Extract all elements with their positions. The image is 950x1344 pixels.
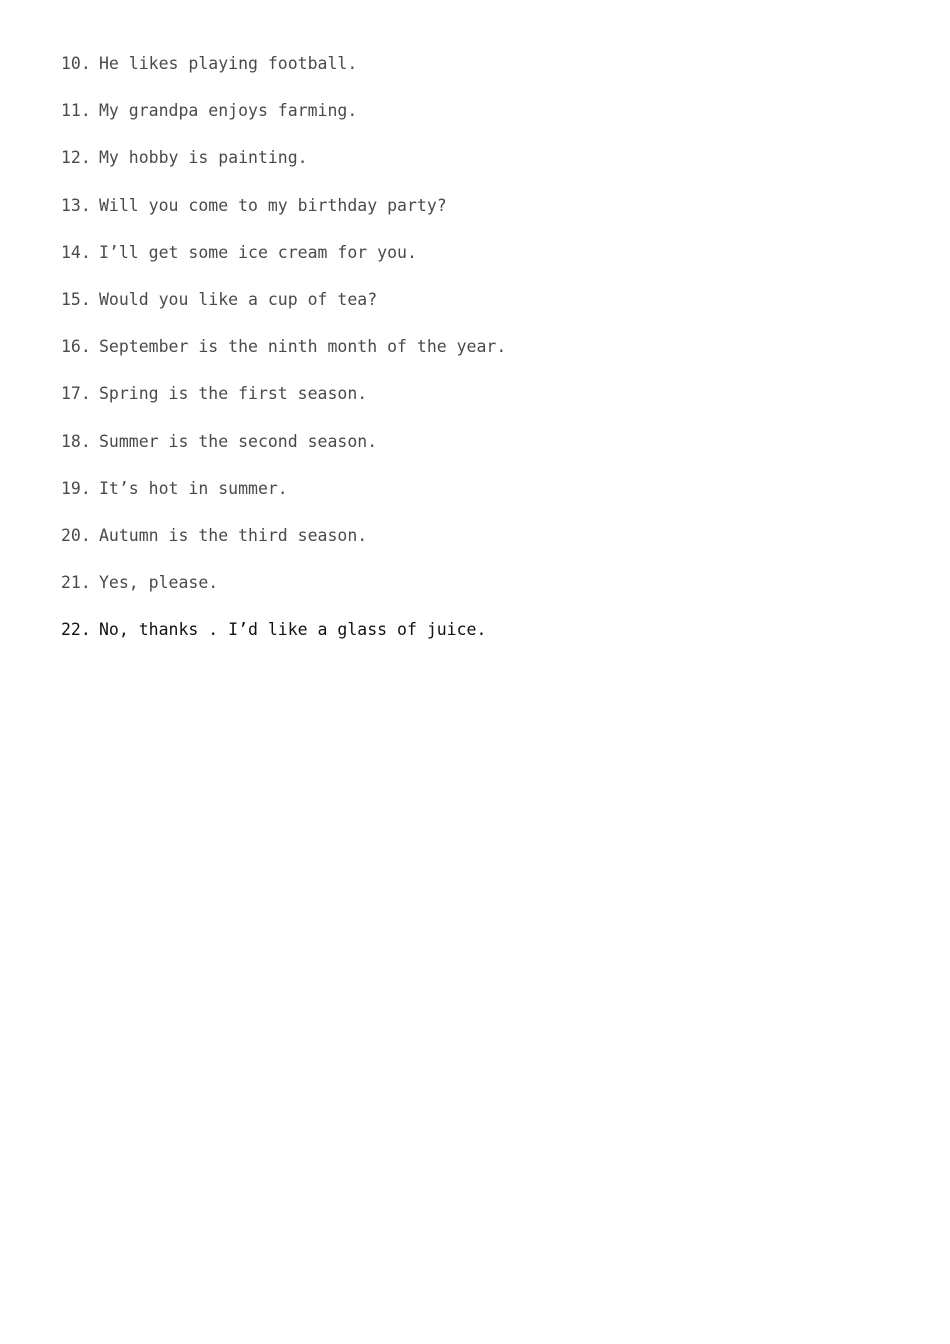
item-number: 17. <box>61 384 91 404</box>
list-item <box>61 430 506 477</box>
list-item <box>61 52 506 99</box>
list-item <box>61 99 506 146</box>
list-item <box>61 241 506 288</box>
list-item <box>61 146 506 193</box>
item-number: 15. <box>61 289 91 309</box>
item-text: September is the ninth month of the year. <box>99 337 507 357</box>
list-item <box>61 524 506 571</box>
item-number: 20. <box>61 525 91 545</box>
item-number: 18. <box>61 431 91 451</box>
item-text: He likes playing football. <box>99 54 358 73</box>
item-number: 21. <box>61 573 91 593</box>
item-number: 16. <box>61 337 91 357</box>
item-number: 13. <box>61 195 91 215</box>
item-text: Would you like a cup of tea? <box>99 289 378 309</box>
item-text: I’ll get some ice cream for you. <box>99 242 417 262</box>
list-item <box>61 288 506 335</box>
item-text: Autumn is the third season. <box>99 525 368 545</box>
item-number: 19. <box>61 478 91 498</box>
item-text: Summer is the second season. <box>99 431 378 451</box>
item-number: 12. <box>61 148 91 168</box>
list-item <box>61 618 506 665</box>
item-text: My hobby is painting. <box>99 148 308 168</box>
item-text: My grandpa enjoys farming. <box>99 101 358 121</box>
item-number: 10. <box>61 54 91 73</box>
list-item <box>61 194 506 241</box>
list-item <box>61 571 506 618</box>
item-number: 22. <box>61 620 91 640</box>
item-text: Yes, please. <box>99 573 219 593</box>
list-item <box>61 382 506 429</box>
item-text: No, thanks . I’d like a glass of juice. <box>99 620 487 640</box>
item-number: 11. <box>61 101 91 121</box>
item-text: Spring is the first season. <box>99 384 368 404</box>
item-text: It’s hot in summer. <box>99 478 288 498</box>
sentence-list <box>61 52 506 665</box>
item-number: 14. <box>61 242 91 262</box>
list-item <box>61 477 506 524</box>
list-item <box>61 335 506 382</box>
item-text: Will you come to my birthday party? <box>99 195 447 215</box>
